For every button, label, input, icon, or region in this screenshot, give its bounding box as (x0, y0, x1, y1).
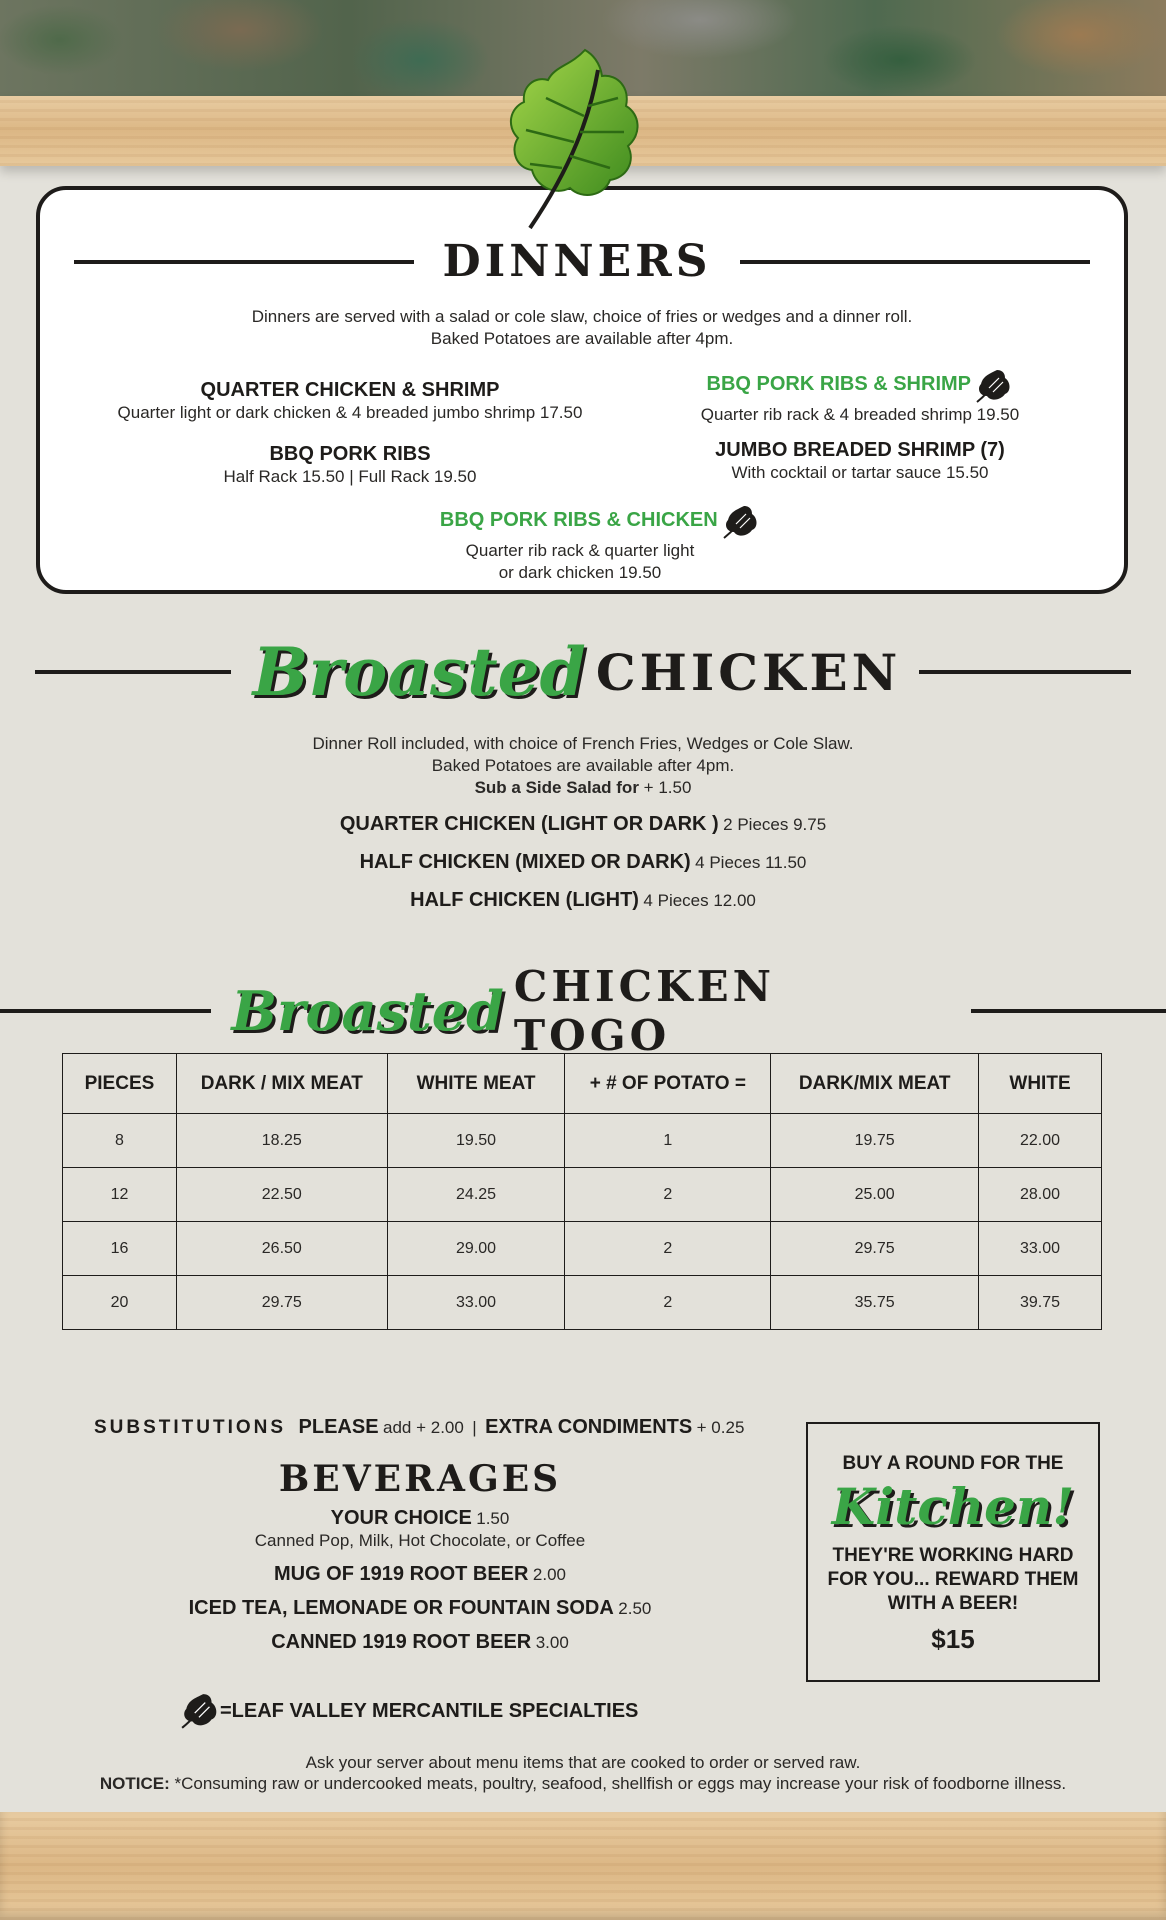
togo-script: Broasted (231, 979, 504, 1043)
side-salad-price: + 1.50 (643, 778, 692, 797)
item-description: or dark chicken 19.50 (498, 563, 662, 582)
togo-heading (0, 962, 1166, 1060)
togo-price-table (62, 1053, 1102, 1330)
notice-text: *Consuming raw or undercooked meats, poultry, seafood, shellfish or eggs may increase your risk of foodborne illness. (174, 1774, 1067, 1793)
broasted-intro-line-1: Dinner Roll included, with choice of French Fries, Wedges or Cole Slaw. (312, 734, 854, 753)
item-name: QUARTER CHICKEN & SHRIMP (200, 379, 500, 401)
heading-rule-left (74, 260, 414, 264)
table-cell: 2 (565, 1168, 771, 1222)
heading-rule-left (0, 1009, 211, 1013)
wood-plank-bottom (0, 1812, 1166, 1920)
table-row (63, 1114, 1102, 1168)
menu-item (50, 378, 650, 424)
table-cell: 24.25 (387, 1168, 565, 1222)
kitchen-price: $15 (931, 1624, 975, 1654)
table-cell: 29.75 (771, 1222, 979, 1276)
table-cell: 19.50 (387, 1114, 565, 1168)
item-name: MUG OF 1919 ROOT BEER (273, 1563, 529, 1585)
item-description: Quarter rib rack & 4 breaded shrimp 19.50 (700, 405, 1020, 424)
table-cell: 26.50 (176, 1222, 387, 1276)
table-cell: 33.00 (979, 1222, 1102, 1276)
heading-rule-right (919, 670, 1131, 674)
column-header: WHITE MEAT (387, 1054, 565, 1114)
please-label: PLEASE (298, 1416, 379, 1438)
kitchen-script: Kitchen! (831, 1477, 1075, 1536)
notice-label: NOTICE: (99, 1774, 170, 1793)
table-cell: 19.75 (771, 1114, 979, 1168)
side-salad-label: Sub a Side Salad for (474, 778, 639, 797)
menu-item (640, 368, 1080, 426)
please-price: add + 2.00 (383, 1418, 464, 1437)
item-description: With cocktail or tartar sauce 15.50 (731, 463, 989, 482)
column-header: DARK / MIX MEAT (176, 1054, 387, 1114)
notice-line-2 (0, 1773, 1166, 1795)
broasted-title: CHICKEN (595, 642, 902, 702)
table-cell: 12 (63, 1168, 177, 1222)
broasted-intro-line-2: Baked Potatoes are available after 4pm. (431, 756, 735, 775)
separator: | (472, 1418, 477, 1437)
beverage-item (120, 1630, 720, 1654)
menu-item (50, 442, 650, 488)
item-description: Quarter light or dark chicken & 4 breaded jumbo shrimp 17.50 (117, 403, 583, 422)
beverage-item (120, 1562, 720, 1586)
table-header-row (63, 1054, 1102, 1114)
specialties-legend (180, 1692, 638, 1730)
menu-item (380, 504, 820, 584)
specialty-leaf-icon (975, 368, 1013, 404)
dinners-title: DINNERS (442, 236, 712, 287)
beverage-item (120, 1596, 720, 1620)
item-name: ICED TEA, LEMONADE OR FOUNTAIN SODA (188, 1597, 614, 1619)
column-header: WHITE (979, 1054, 1102, 1114)
item-name: HALF CHICKEN (MIXED OR DARK) (359, 851, 691, 873)
substitutions-line (94, 1415, 774, 1439)
broasted-script: Broasted (252, 633, 586, 711)
item-detail: 2 Pieces 9.75 (723, 815, 827, 834)
specialty-leaf-icon (180, 1692, 220, 1730)
table-cell: 29.00 (387, 1222, 565, 1276)
kitchen-line-3: FOR YOU... REWARD THEM (827, 1569, 1079, 1590)
item-name: BBQ PORK RIBS (269, 443, 431, 465)
dinners-intro-line-2: Baked Potatoes are available after 4pm. (430, 329, 734, 348)
table-row (63, 1222, 1102, 1276)
table-cell: 16 (63, 1222, 177, 1276)
item-name: BBQ PORK RIBS & SHRIMP (706, 373, 971, 396)
item-description: Quarter rib rack & quarter light (465, 541, 695, 560)
item-price: 2.50 (618, 1599, 652, 1618)
beverages-section (120, 1458, 720, 1654)
item-description: Canned Pop, Milk, Hot Chocolate, or Coffee (254, 1531, 586, 1550)
column-header: + # OF POTATO = (565, 1054, 771, 1114)
condiments-price: + 0.25 (696, 1418, 745, 1437)
buy-kitchen-a-round-box (806, 1422, 1100, 1682)
kitchen-line-2: THEY'RE WORKING HARD (832, 1545, 1074, 1566)
item-name: JUMBO BREADED SHRIMP (7) (715, 439, 1005, 461)
heading-rule-right (740, 260, 1090, 264)
kitchen-line-1: BUY A ROUND FOR THE (842, 1453, 1064, 1474)
table-cell: 25.00 (771, 1168, 979, 1222)
item-detail: 4 Pieces 11.50 (695, 853, 807, 872)
menu-item (0, 888, 1166, 912)
substitutions-label: SUBSTITUTIONS (94, 1417, 287, 1438)
table-row (63, 1168, 1102, 1222)
table-cell: 29.75 (176, 1276, 387, 1330)
table-cell: 35.75 (771, 1276, 979, 1330)
table-cell: 18.25 (176, 1114, 387, 1168)
heading-rule-left (35, 670, 231, 674)
column-header: PIECES (63, 1054, 177, 1114)
side-salad-line (0, 777, 1166, 799)
item-price: 1.50 (476, 1509, 510, 1528)
kitchen-line-4: WITH A BEER! (887, 1593, 1019, 1614)
item-description: Half Rack 15.50 | Full Rack 19.50 (223, 467, 477, 486)
item-price: 2.00 (532, 1565, 567, 1584)
table-row (63, 1276, 1102, 1330)
item-price: 3.00 (535, 1633, 569, 1652)
legend-text: =LEAF VALLEY MERCANTILE SPECIALTIES (220, 1700, 639, 1722)
item-name: QUARTER CHICKEN (LIGHT OR DARK ) (339, 813, 719, 835)
table-cell: 39.75 (979, 1276, 1102, 1330)
item-name: CANNED 1919 ROOT BEER (271, 1631, 532, 1653)
table-cell: 28.00 (979, 1168, 1102, 1222)
table-cell: 2 (565, 1276, 771, 1330)
togo-title: CHICKEN TOGO (513, 962, 776, 1060)
beverages-title: BEVERAGES (278, 1458, 562, 1500)
table-cell: 22.00 (979, 1114, 1102, 1168)
item-detail: 4 Pieces 12.00 (643, 891, 756, 910)
menu-item (0, 850, 1166, 874)
dinners-section (36, 186, 1128, 594)
menu-item (0, 812, 1166, 836)
item-name: BBQ PORK RIBS & CHICKEN (439, 509, 718, 532)
condiments-label: EXTRA CONDIMENTS (485, 1416, 693, 1438)
broasted-heading (0, 632, 1166, 712)
beverage-item (120, 1506, 720, 1530)
heading-rule-right (971, 1009, 1166, 1013)
column-header: DARK/MIX MEAT (771, 1054, 979, 1114)
table-cell: 20 (63, 1276, 177, 1330)
specialty-leaf-icon (722, 504, 760, 540)
table-cell: 2 (565, 1222, 771, 1276)
item-name: HALF CHICKEN (LIGHT) (410, 889, 639, 911)
menu-item (640, 438, 1080, 484)
table-cell: 1 (565, 1114, 771, 1168)
notice-line-1: Ask your server about menu items that are cooked to order or served raw. (305, 1753, 861, 1772)
table-cell: 22.50 (176, 1168, 387, 1222)
table-cell: 8 (63, 1114, 177, 1168)
dinners-intro-line-1: Dinners are served with a salad or cole slaw, choice of fries or wedges and a dinner roll. (251, 307, 913, 326)
table-cell: 33.00 (387, 1276, 565, 1330)
maple-leaf-logo-icon (500, 46, 650, 232)
item-name: YOUR CHOICE (330, 1507, 472, 1529)
